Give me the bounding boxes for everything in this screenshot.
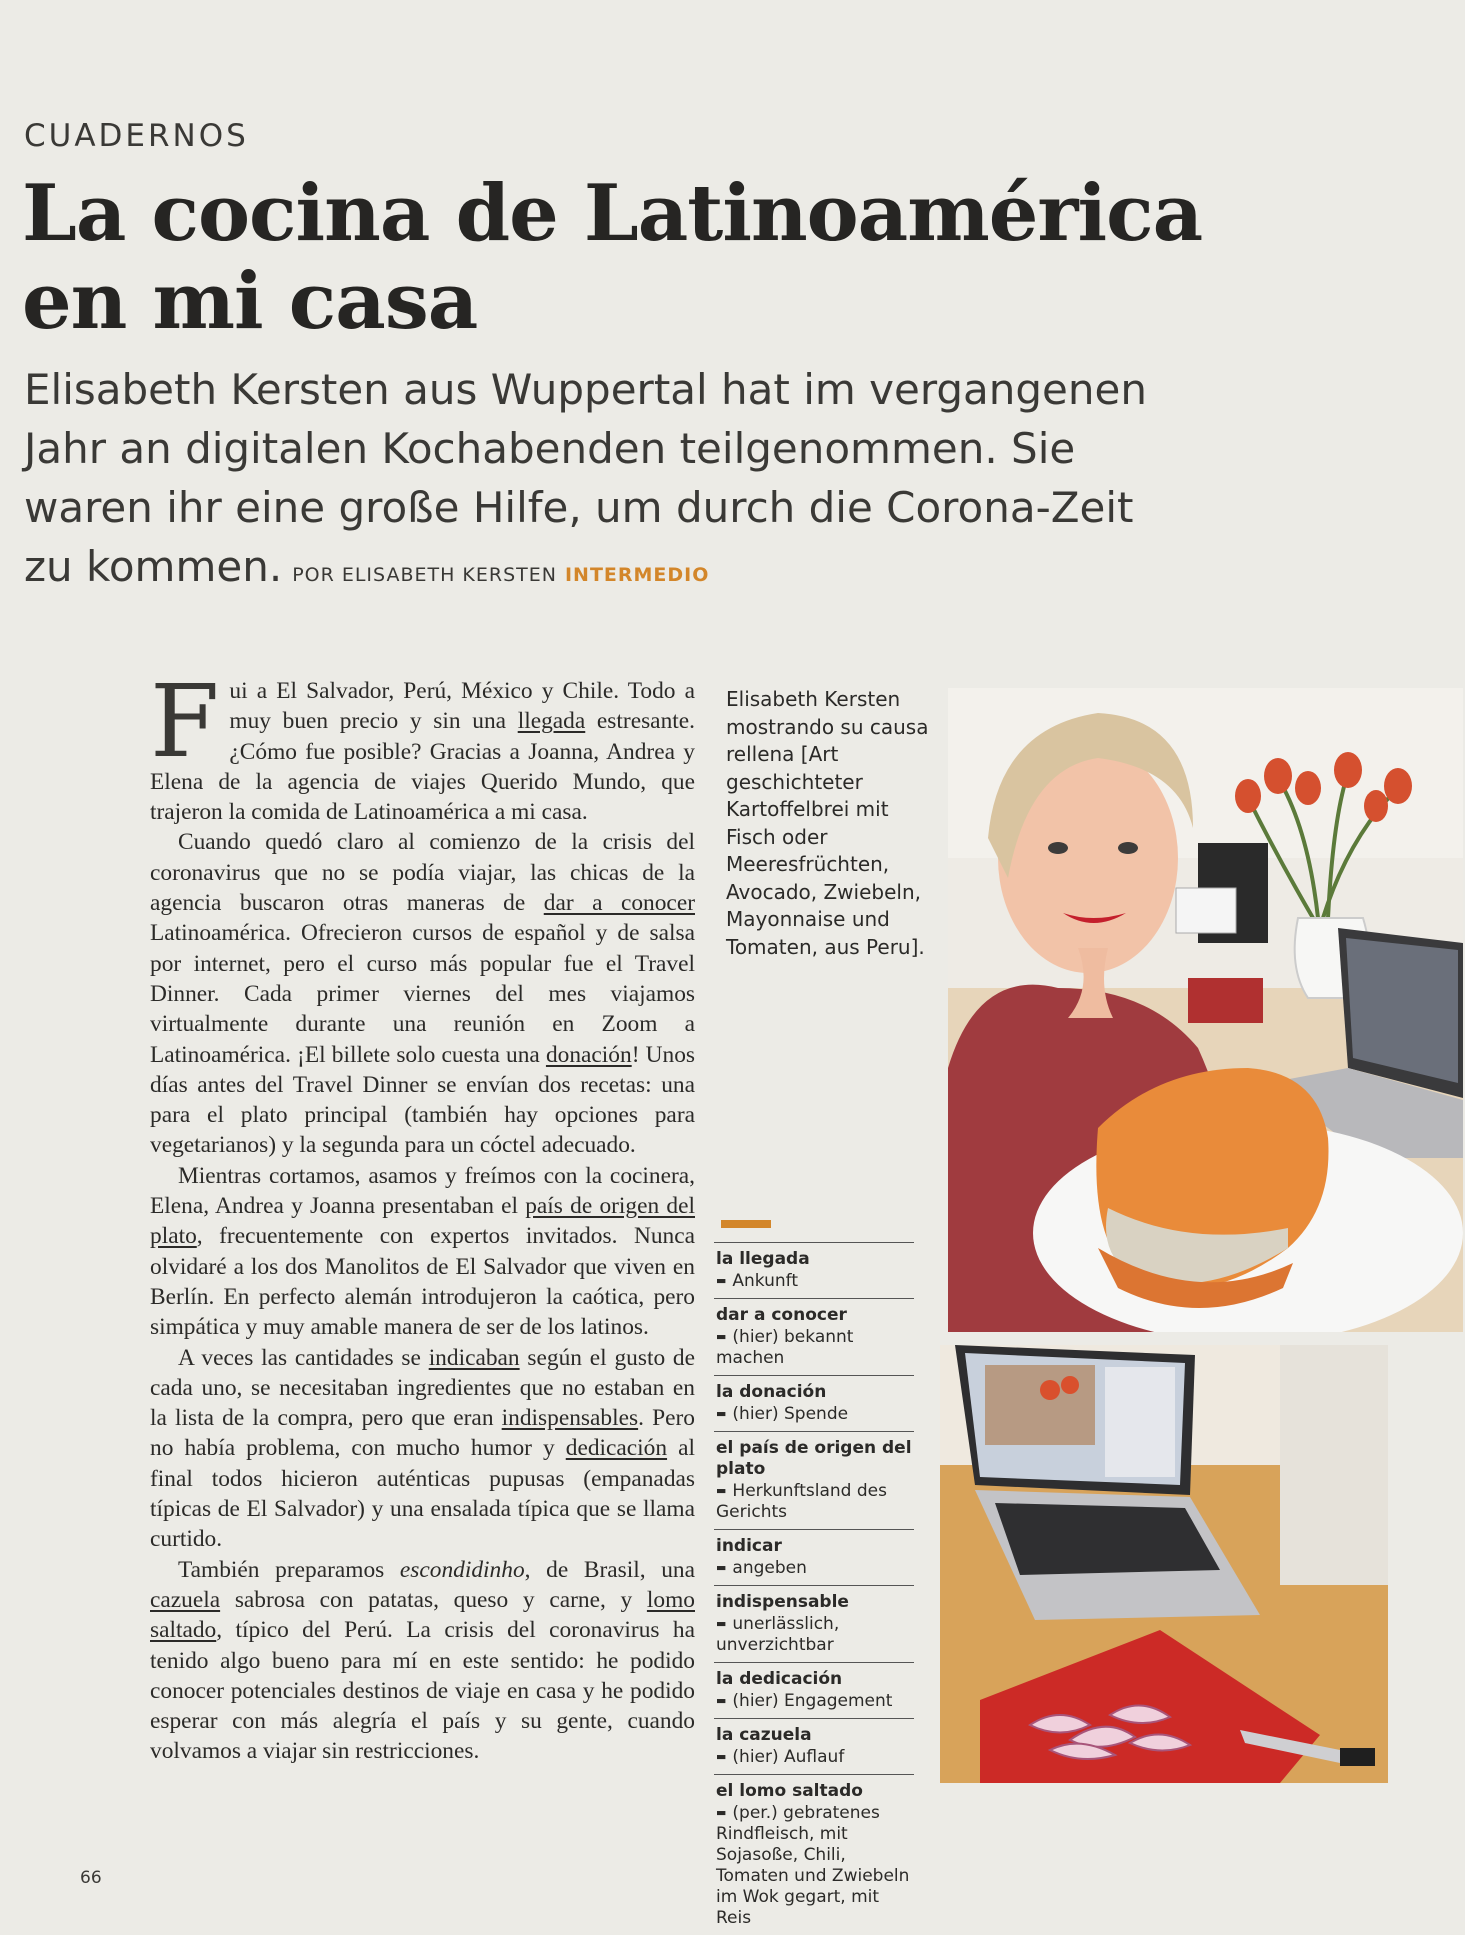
- headline: La cocina de Latinoamérica en mi casa: [22, 168, 1203, 347]
- glossary-entry: [714, 1662, 914, 1718]
- arrow-right-icon: ▬: [716, 1407, 727, 1420]
- vocab-term: cazuela: [150, 1586, 221, 1613]
- glossary-term: la donación: [716, 1382, 827, 1402]
- italic-term: escondidinho: [399, 1556, 525, 1583]
- vocab-term: donación: [545, 1041, 632, 1068]
- arrow-right-icon: ▬: [716, 1561, 727, 1574]
- glossary-entry: [714, 1585, 914, 1662]
- paragraph-1: Fui a El Salvador, Perú, México y Chile. Todo a muy buen precio y sin una llegada estresante. ¿Cómo fue posible? Gracias a Joanna, Andrea y Elena de la agencia de viajes Querido Mundo, que trajeron la comida de Latinoamérica a mi casa.: [150, 676, 695, 826]
- glossary-term: indispensable: [716, 1592, 849, 1612]
- paragraph-2: Cuando quedó claro al comienzo de la crisis del coronavirus que no se podía viajar, las chicas de la agencia buscaron otras maneras de dar a conocer Latinoamérica. Ofrecieron cursos de español y de salsa por internet, pero el curso más popular fue el Travel Dinner. Cada primer viernes del mes viajamos virtualmente durante una reunión en Zoom a Latinoamérica. ¡El billete solo cuesta una donación! Unos días antes del Travel Dinner se envían dos recetas: una para el plato principal (también hay opciones para vegetarianos) y la segunda para un cóctel adecuado.: [150, 829, 695, 1159]
- vocab-term: lomo saltado: [150, 1586, 695, 1644]
- vocab-term: indicaban: [428, 1344, 520, 1371]
- paragraph-5: También preparamos escondidinho, de Brasil, una cazuela sabrosa con patatas, queso y carne, y lomo saltado, típico del Perú. La crisis del coronavirus ha tenido algo bueno para mí en este sentido: he podido conocer potenciales destinos de viaje en casa y he podido esperar con más alegría el país y su gente, cuando volvamos a viajar sin restricciones.: [150, 1556, 695, 1765]
- arrow-right-icon: ▬: [716, 1274, 727, 1287]
- glossary-term: el país de origen del plato: [716, 1438, 912, 1479]
- glossary-entry: [714, 1529, 914, 1585]
- glossary-accent-bar: [721, 1220, 771, 1228]
- arrow-right-icon: ▬: [716, 1330, 727, 1343]
- glossary-list: [714, 1242, 914, 1935]
- glossary-definition: [716, 1403, 914, 1425]
- paragraph-4: A veces las cantidades se indicaban según el gusto de cada uno, se necesitaban ingredientes que no estaban en la lista de la compra, pero que eran indispensables. Pero no había problema, con mucho humor y dedicación al final todos hicieron auténticas pupusas (empanadas típicas de El Salvador) y una ensalada típica que se llama curtido.: [150, 1344, 695, 1553]
- page-number: 66: [80, 1868, 102, 1888]
- vocabulary-glossary: [714, 1220, 914, 1935]
- paragraph-3: Mientras cortamos, asamos y freímos con la cocinera, Elena, Andrea y Joanna presentaban el país de origen del plato, frecuentemente con expertos invitados. Nunca olvidaré a los dos Manolitos de El Salvador que viven en Berlín. En perfecto alemán introdujeron la caótica, pero simpática y muy amable manera de ser de los latinos.: [150, 1162, 695, 1341]
- standfirst: [24, 360, 1174, 605]
- glossary-definition-text: Herkunftsland des Gerichts: [716, 1481, 887, 1522]
- glossary-entry: [714, 1718, 914, 1774]
- glossary-term: dar a conocer: [716, 1305, 847, 1325]
- glossary-term: la cazuela: [716, 1725, 812, 1745]
- vocab-term: país de origen del plato: [150, 1193, 695, 1250]
- photo-woman-with-dish: [948, 688, 1463, 1332]
- glossary-definition: [716, 1557, 914, 1579]
- arrow-right-icon: ▬: [716, 1750, 727, 1763]
- glossary-definition: [716, 1802, 914, 1929]
- glossary-definition: [716, 1480, 914, 1523]
- glossary-definition: [716, 1690, 914, 1712]
- glossary-entry: [714, 1431, 914, 1529]
- glossary-entry: [714, 1242, 914, 1298]
- photo-laptop-illustration: [940, 1345, 1388, 1783]
- arrow-right-icon: ▬: [716, 1617, 727, 1630]
- glossary-definition-text: Ankunft: [732, 1271, 799, 1291]
- photo-woman-illustration: [948, 688, 1463, 1332]
- glossary-term: el lomo saltado: [716, 1781, 863, 1801]
- vocab-term: llegada: [517, 708, 586, 735]
- arrow-right-icon: ▬: [716, 1694, 727, 1707]
- drop-cap: F: [150, 676, 220, 780]
- glossary-definition-text: unerlässlich, unverzichtbar: [716, 1614, 840, 1655]
- photo-caption: Elisabeth Kersten mostrando su causa rellena [Art geschichteter Kartoffelbrei mit Fisch oder Meeresfrüchten, Avocado, Zwiebeln, Mayonnaise und Tomaten, aus Peru].: [726, 687, 929, 959]
- glossary-definition: [716, 1746, 914, 1768]
- glossary-term: la llegada: [716, 1249, 810, 1269]
- standfirst-text: Elisabeth Kersten aus Wuppertal hat im vergangenen Jahr an digitalen Kochabenden teilgenommen. Sie waren ihr eine große Hilfe, um durch die Corona-Zeit zu kommen.: [24, 365, 1147, 591]
- vocab-term: indispensables: [501, 1405, 639, 1432]
- glossary-definition-text: (hier) Engagement: [732, 1691, 893, 1711]
- section-label: CUADERNOS: [24, 118, 249, 154]
- glossary-term: indicar: [716, 1536, 782, 1556]
- glossary-definition-text: (hier) Auflauf: [732, 1747, 845, 1767]
- glossary-definition-text: (hier) Spende: [732, 1404, 849, 1424]
- glossary-definition-text: angeben: [732, 1558, 807, 1578]
- arrow-right-icon: ▬: [716, 1806, 727, 1819]
- glossary-entry: [714, 1298, 914, 1375]
- glossary-definition-text: (per.) gebratenes Rindfleisch, mit Sojasoße, Chili, Tomaten und Zwiebeln im Wok gegart, mit Reis: [716, 1803, 910, 1928]
- arrow-right-icon: ▬: [716, 1484, 727, 1497]
- level-badge: INTERMEDIO: [564, 564, 710, 586]
- glossary-definition: [716, 1270, 914, 1292]
- vocab-term: dar a conocer: [543, 890, 695, 917]
- vocab-term: dedicación: [565, 1435, 668, 1462]
- article-body: [150, 676, 695, 1871]
- photo-laptop-kitchen: [940, 1345, 1388, 1783]
- glossary-entry: [714, 1774, 914, 1935]
- glossary-definition-text: (hier) bekannt machen: [716, 1327, 854, 1368]
- glossary-entry: [714, 1375, 914, 1431]
- glossary-definition: [716, 1326, 914, 1369]
- glossary-term: la dedicación: [716, 1669, 843, 1689]
- byline: POR ELISABETH KERSTEN: [292, 564, 557, 586]
- glossary-definition: [716, 1613, 914, 1656]
